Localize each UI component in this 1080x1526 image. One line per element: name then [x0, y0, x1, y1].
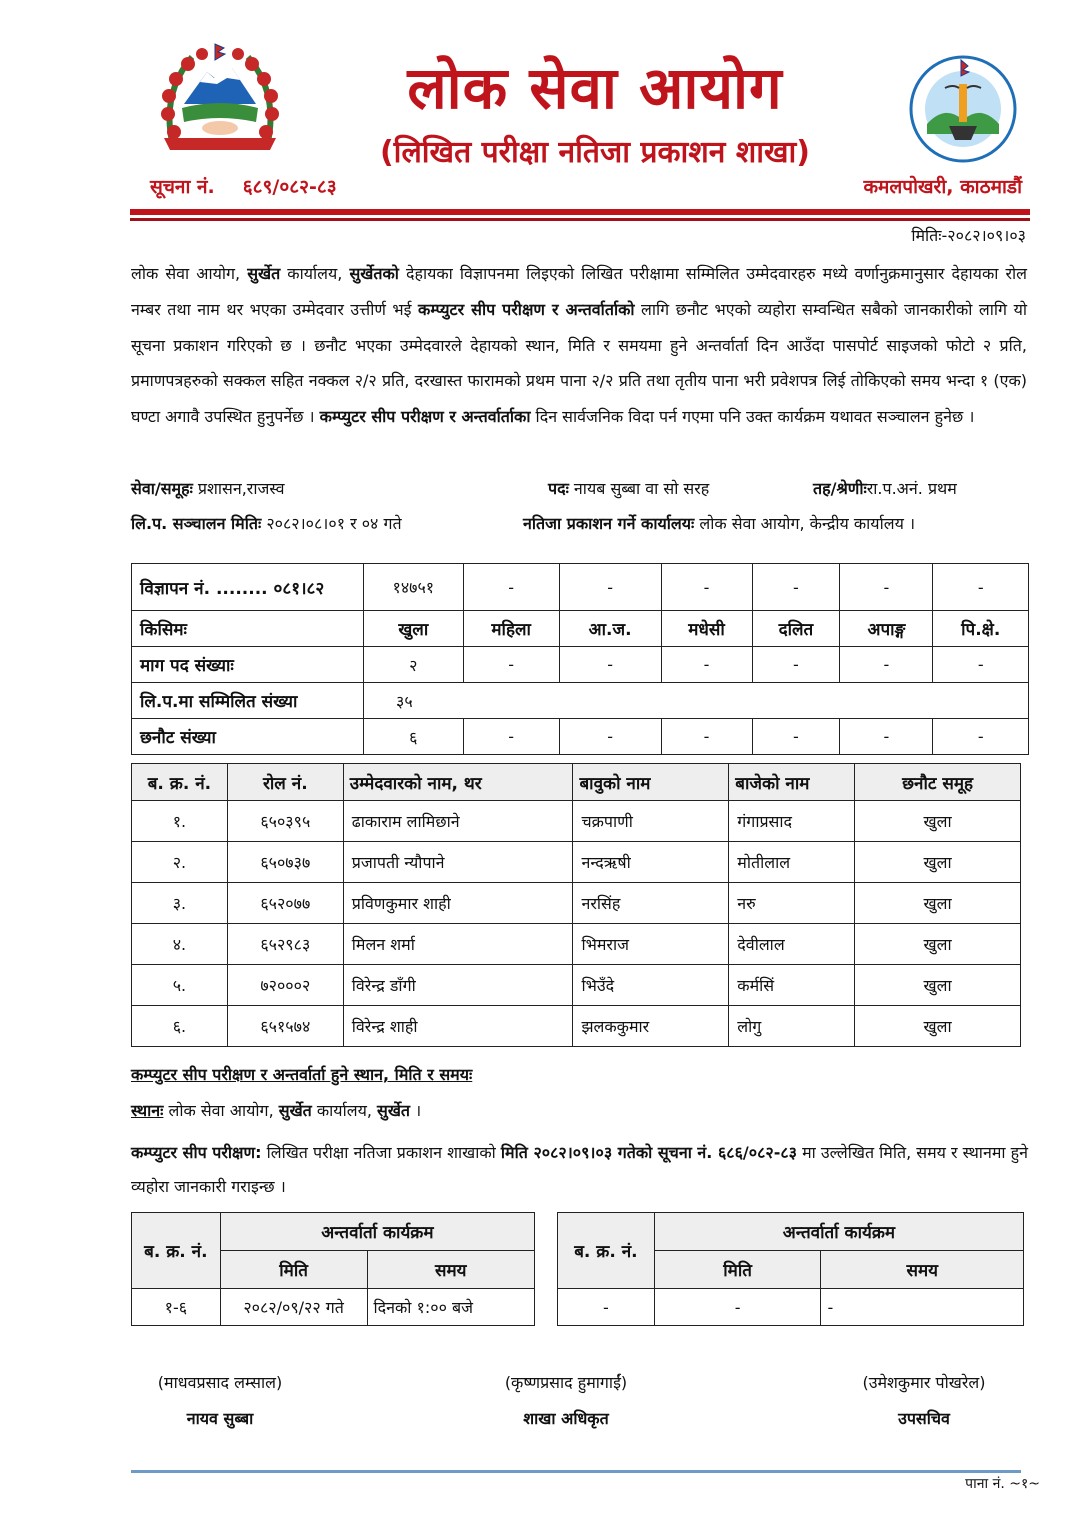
table-row	[132, 965, 1021, 1006]
adv-value: १४७५१	[364, 564, 464, 611]
place-bold: सुर्खेत	[278, 1101, 312, 1120]
place-text: ।	[410, 1101, 422, 1120]
intro-text: लागि छनौट भएको व्यहोरा सम्वन्धित सबैको जानकारीको लागि यो सूचना प्रकाशन गरिएको छ । छनौट भएका उम्मेदवारले देहायको स्थान, मिति र समयमा हुने अन्तर्वार्ता दिन आउँदा पासपोर्ट साइजको फोटो २ प्रति, प्रमाणपत्रहरुको सक्कल सहित नक्कल २/२ प्रति, दरखास्त फारामको प्रथम पाना २/२ प्रति तथा तृतीय पाना भरी प्रवेशपत्र लिई तोकिएको समय भन्दा १ (एक) घण्टा अगावै उपस्थित हुनुपर्नेछ ।	[131, 299, 1027, 427]
cell-father: नन्दऋषी	[573, 842, 729, 883]
psc-logo	[905, 54, 1021, 164]
cst-label: कम्प्युटर सीप परीक्षण:	[131, 1143, 262, 1162]
candidates-table	[131, 763, 1021, 1047]
place-label: स्थानः	[131, 1101, 164, 1120]
notice-number	[150, 174, 337, 200]
cell-date: २०८२/०९/२२ गते	[220, 1289, 367, 1326]
cell-grandfather: मोतीलाल	[729, 842, 855, 883]
adv-value: -	[559, 564, 661, 611]
sn-header: ब. क्र. नं.	[558, 1213, 655, 1289]
place-text: कार्यालय,	[311, 1101, 378, 1120]
post-label: पदः	[548, 479, 569, 498]
selected-value: -	[661, 719, 752, 755]
cell-roll: ६५२९८३	[227, 924, 343, 965]
demand-row	[132, 647, 1029, 683]
demand-label: माग पद संख्याः	[132, 647, 364, 683]
cell-name: ढाकाराम लामिछाने	[343, 801, 573, 842]
level	[813, 476, 957, 502]
col-header-sn: ब. क्र. नं.	[132, 764, 228, 801]
advertisement-row	[132, 564, 1029, 611]
cell-group: खुला	[855, 883, 1021, 924]
table-row	[132, 801, 1021, 842]
signatory-name: (कृष्णप्रसाद हुमागाईं)	[504, 1373, 628, 1392]
cell-sn: ४.	[132, 924, 228, 965]
selected-label: छनौट संख्या	[132, 719, 364, 755]
header-divider-thin	[130, 218, 1030, 221]
service-group	[131, 476, 285, 502]
vacancy-table	[131, 563, 1029, 755]
cell-group: खुला	[855, 801, 1021, 842]
demand-value: -	[752, 647, 840, 683]
type-cell: पि.क्षे.	[933, 611, 1029, 647]
cell-roll: ६५०३९५	[227, 801, 343, 842]
intro-bold-office: सुर्खेत	[247, 264, 281, 283]
interview-header-row	[558, 1213, 1024, 1251]
cell-roll: ६५२०७७	[227, 883, 343, 924]
candidates-header-row	[132, 764, 1021, 801]
result-office-label: नतिजा प्रकाशन गर्ने कार्यालयः	[523, 514, 695, 533]
intro-bold-exam-day: कम्प्युटर सीप परीक्षण र अन्तर्वार्ताका	[319, 407, 531, 427]
signatory-name: (माधवप्रसाद लम्साल)	[157, 1373, 283, 1392]
demand-value: -	[661, 647, 752, 683]
cell-time: दिनको १:०० बजे	[367, 1289, 535, 1326]
time-header: समय	[367, 1251, 535, 1289]
service-label: सेवा/समूहः	[131, 479, 193, 498]
notice-number-label: सूचना नं.	[150, 176, 215, 198]
cell-sn: ६.	[132, 1006, 228, 1047]
interview-header-row	[132, 1213, 535, 1251]
cst-text: मा उल्लेखित मिति, समय र स्थानमा हुने व्यहोरा जानकारी गराइन्छ ।	[131, 1143, 1029, 1196]
intro-text: दिन सार्वजनिक विदा पर्न गएमा पनि उक्त कार्यक्रम यथावत सञ्चालन हुनेछ ।	[530, 407, 975, 427]
cell-name: मिलन शर्मा	[343, 924, 573, 965]
advertisement-label: विज्ञापन नं. ........ ०८१।८२	[132, 564, 364, 611]
type-cell: खुला	[364, 611, 464, 647]
cell-grandfather: कर्मसिं	[729, 965, 855, 1006]
date-header: मिति	[220, 1251, 367, 1289]
result-office	[523, 511, 915, 537]
signatory-role: शाखा अधिकृत	[523, 1409, 609, 1428]
type-cell: दलित	[752, 611, 840, 647]
selected-value: -	[559, 719, 661, 755]
cell-name: विरेन्द्र शाही	[343, 1006, 573, 1047]
cell-group: खुला	[855, 924, 1021, 965]
nepal-emblem-logo	[152, 42, 288, 158]
cell-group: खुला	[855, 965, 1021, 1006]
place-bold: सुर्खेत	[377, 1101, 411, 1120]
type-label: किसिमः	[132, 611, 364, 647]
adv-value: -	[933, 564, 1029, 611]
interview-group-header: अन्तर्वार्ता कार्यक्रम	[220, 1213, 534, 1251]
cell-sn: ५.	[132, 965, 228, 1006]
selected-value: -	[752, 719, 840, 755]
footer-divider	[131, 1470, 1021, 1473]
signatory-2	[446, 1370, 686, 1432]
col-header-grandfather: बाजेको नाम	[729, 764, 855, 801]
intro-bold-office-of: सुर्खेतको	[349, 264, 399, 283]
branch-subtitle: (लिखित परीक्षा नतिजा प्रकाशन शाखा)	[379, 135, 811, 170]
page-number: पाना नं. ~१~	[965, 1476, 1040, 1492]
cell-group: खुला	[855, 842, 1021, 883]
demand-value: -	[559, 647, 661, 683]
exam-place	[131, 1098, 421, 1124]
cell-father: भिउँदे	[573, 965, 729, 1006]
interview-schedule-table-2	[557, 1212, 1024, 1326]
appeared-value: ३५	[364, 683, 1029, 719]
cell-grandfather: लोगु	[729, 1006, 855, 1047]
post	[548, 476, 709, 502]
type-cell: महिला	[463, 611, 559, 647]
type-row	[132, 611, 1029, 647]
cell-father: झलककुमार	[573, 1006, 729, 1047]
cell-roll: ६५१५७४	[227, 1006, 343, 1047]
cst-bold-reference: मिति २०८२।०९।०३ गतेको सूचना नं. ६८६/०८२-८३	[500, 1143, 797, 1162]
cell-name: विरेन्द्र डाँगी	[343, 965, 573, 1006]
cell-roll: ७२०००२	[227, 965, 343, 1006]
demand-value: -	[463, 647, 559, 683]
interview-group-header: अन्तर्वार्ता कार्यक्रम	[654, 1213, 1023, 1251]
type-cell: अपाङ्ग	[840, 611, 933, 647]
adv-value: -	[463, 564, 559, 611]
notice-number-value: ६८९/०८२-८३	[242, 176, 337, 198]
intro-paragraph	[131, 256, 1027, 435]
exam-date-label: लि.प. सञ्चालन मितिः	[131, 514, 262, 533]
cell-time: -	[821, 1289, 1024, 1326]
cell-name: प्रविणकुमार शाही	[343, 883, 573, 924]
computer-skill-test-note	[131, 1136, 1041, 1204]
adv-value: -	[752, 564, 840, 611]
col-header-roll: रोल नं.	[227, 764, 343, 801]
cell-father: नरसिंह	[573, 883, 729, 924]
cell-grandfather: देवीलाल	[729, 924, 855, 965]
place-text: लोक सेवा आयोग,	[163, 1101, 279, 1120]
demand-value: २	[364, 647, 464, 683]
commission-title: लोक सेवा आयोग	[407, 54, 783, 122]
level-value: रा.प.अनं. प्रथम	[866, 479, 957, 498]
type-cell: मधेसी	[661, 611, 752, 647]
signatory-1	[100, 1370, 340, 1432]
selected-value: ६	[364, 719, 464, 755]
cell-sn: १.	[132, 801, 228, 842]
table-row	[132, 1006, 1021, 1047]
cell-sn-range: १-६	[132, 1289, 221, 1326]
adv-value: -	[840, 564, 933, 611]
selected-value: -	[933, 719, 1029, 755]
schedule-heading: कम्प्युटर सीप परीक्षण र अन्तर्वार्ता हुने स्थान, मिति र समयः	[131, 1065, 473, 1084]
intro-text: लोक सेवा आयोग,	[131, 264, 248, 283]
intro-bold-exam: कम्प्युटर सीप परीक्षण र अन्तर्वार्ताको	[418, 299, 635, 319]
post-value: नायब सुब्बा वा सो सरह	[568, 479, 710, 498]
cell-group: खुला	[855, 1006, 1021, 1047]
office-address: कमलपोखरी, काठमाडौं	[863, 176, 1022, 198]
table-row	[132, 1289, 535, 1326]
signatory-role: नायव सुब्बा	[186, 1409, 254, 1428]
cst-text: लिखित परीक्षा नतिजा प्रकाशन शाखाको	[261, 1143, 501, 1162]
result-office-value: लोक सेवा आयोग, केन्द्रीय कार्यालय ।	[694, 514, 916, 533]
type-cell: आ.ज.	[559, 611, 661, 647]
intro-text: देहायका विज्ञापनमा लिइएको लिखित परीक्षामा सम्मिलित उम्मेदवारहरु मध्ये वर्णानुक्रमानुसार देहायका रोल नम्बर तथा नाम थर भएका उम्मेदवार उत्तीर्ण भई	[131, 264, 1027, 319]
selected-value: -	[840, 719, 933, 755]
header-divider-thick	[130, 209, 1030, 215]
notice-date: मितिः-२०८२।०९।०३	[911, 226, 1026, 245]
exam-date	[131, 511, 402, 537]
time-header: समय	[821, 1251, 1024, 1289]
cell-sn: २.	[132, 842, 228, 883]
table-row	[132, 924, 1021, 965]
intro-text: कार्यालय,	[280, 264, 350, 283]
appeared-label: लि.प.मा सम्मिलित संख्या	[132, 683, 364, 719]
signatory-3	[804, 1370, 1044, 1432]
selected-value: -	[463, 719, 559, 755]
exam-date-value: २०८२।०८।०१ र ०४ गते	[261, 514, 402, 533]
level-label: तह/श्रेणीः	[813, 479, 867, 498]
cell-date: -	[654, 1289, 821, 1326]
selected-row	[132, 719, 1029, 755]
signatory-role: उपसचिव	[898, 1409, 950, 1428]
col-header-name: उम्मेदवारको नाम, थर	[343, 764, 573, 801]
col-header-father: बावुको नाम	[573, 764, 729, 801]
sn-header: ब. क्र. नं.	[132, 1213, 221, 1289]
cell-grandfather: गंगाप्रसाद	[729, 801, 855, 842]
date-header: मिति	[654, 1251, 821, 1289]
demand-value: -	[840, 647, 933, 683]
table-row	[558, 1289, 1024, 1326]
cell-grandfather: नरु	[729, 883, 855, 924]
interview-schedule-table-1	[131, 1212, 535, 1326]
signatory-name: (उमेशकुमार पोखरेल)	[862, 1373, 986, 1392]
service-value: प्रशासन,राजस्व	[192, 479, 285, 498]
col-header-group: छनौट समूह	[855, 764, 1021, 801]
cell-name: प्रजापती न्यौपाने	[343, 842, 573, 883]
table-row	[132, 883, 1021, 924]
cell-father: चक्रपाणी	[573, 801, 729, 842]
cell-father: भिमराज	[573, 924, 729, 965]
table-row	[132, 842, 1021, 883]
appeared-row	[132, 683, 1029, 719]
cell-sn: ३.	[132, 883, 228, 924]
adv-value: -	[661, 564, 752, 611]
cell-roll: ६५०७३७	[227, 842, 343, 883]
demand-value: -	[933, 647, 1029, 683]
cell-sn-range: -	[558, 1289, 655, 1326]
